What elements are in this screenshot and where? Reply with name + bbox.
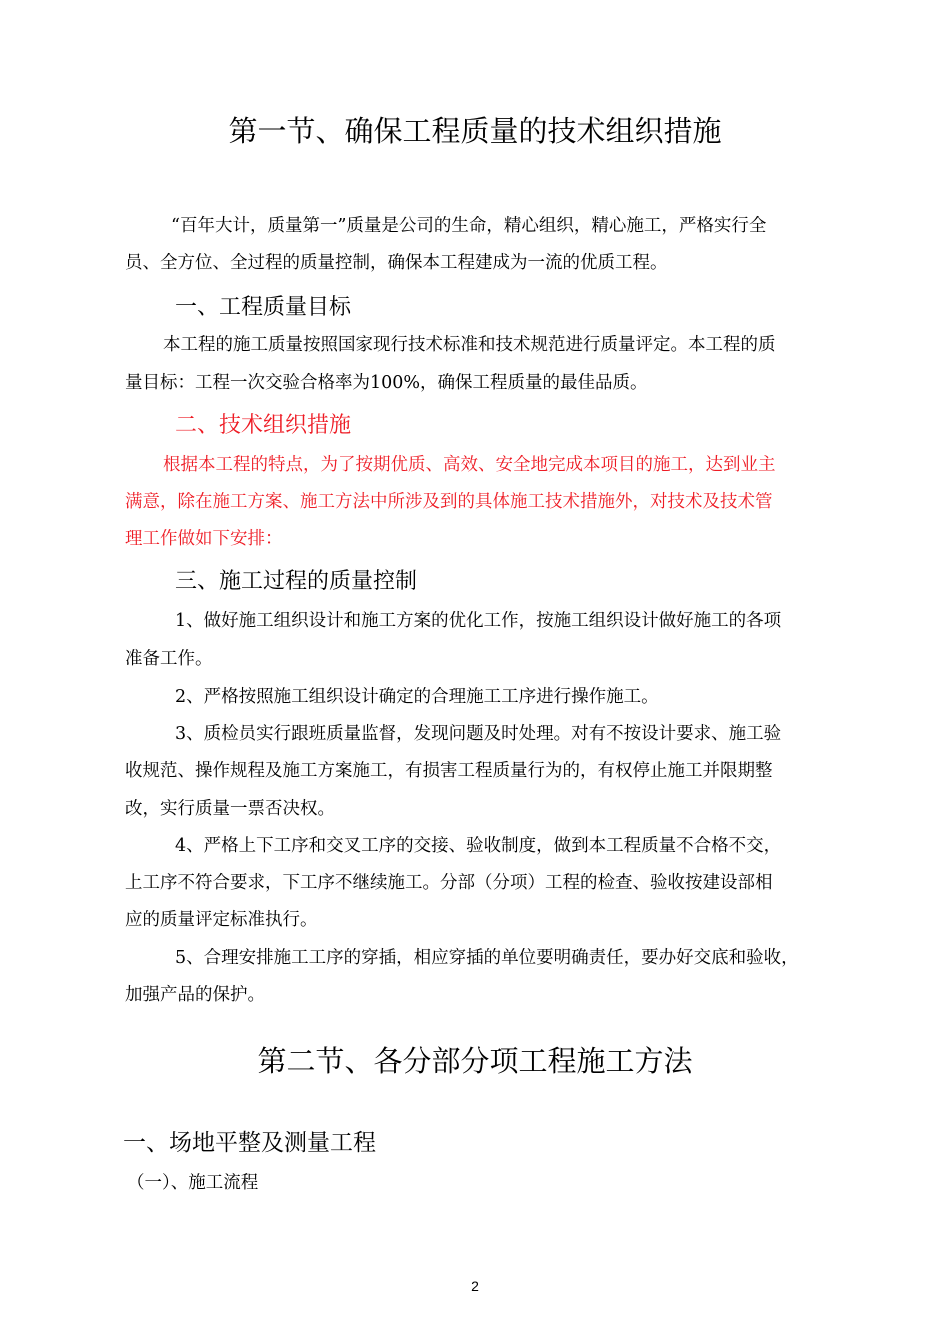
- heading-construction-flow: （一）、施工流程: [127, 1173, 259, 1193]
- item-3-line-3: 改，实行质量一票否决权。: [125, 799, 335, 819]
- item-2-line-1: 2、严格按照施工组织设计确定的合理施工工序进行操作施工。: [175, 687, 659, 707]
- quality-target-line-2: 量目标：工程一次交验合格率为100%，确保工程质量的最佳品质。: [125, 373, 648, 393]
- page-number: 2: [471, 1278, 479, 1294]
- item-4-line-2: 上工序不符合要求，下工序不继续施工。分部（分项）工程的检查、验收按建设部相: [125, 873, 773, 893]
- item-4-line-1: 4、严格上下工序和交叉工序的交接、验收制度，做到本工程质量不合格不交，: [175, 836, 782, 856]
- item-1-line-2: 准备工作。: [125, 649, 213, 669]
- technical-measures-line-1: 根据本工程的特点，为了按期优质、高效、安全地完成本项目的施工，达到业主: [163, 455, 776, 475]
- item-1-line-1: 1、做好施工组织设计和施工方案的优化工作，按施工组织设计做好施工的各项: [175, 611, 782, 631]
- item-4-line-3: 应的质量评定标准执行。: [125, 910, 318, 930]
- heading-process-control: 三、施工过程的质量控制: [175, 569, 418, 594]
- item-5-line-1: 5、合理安排施工工序的穿插，相应穿插的单位要明确责任，要办好交底和验收，: [175, 948, 799, 968]
- item-3-line-1: 3、质检员实行跟班质量监督，发现问题及时处理。对有不按设计要求、施工验: [175, 724, 782, 744]
- section-1-title: 第一节、确保工程质量的技术组织措施: [228, 114, 722, 148]
- technical-measures-line-2: 满意，除在施工方案、施工方法中所涉及到的具体施工技术措施外，对技术及技术管: [125, 492, 773, 512]
- heading-technical-measures: 二、技术组织措施: [175, 413, 352, 438]
- quality-target-line-1: 本工程的施工质量按照国家现行技术标准和技术规范进行质量评定。本工程的质: [163, 335, 776, 355]
- intro-line-1: “百年大计，质量第一”质量是公司的生命，精心组织，精心施工，严格实行全: [171, 216, 767, 236]
- heading-site-leveling: 一、场地平整及测量工程: [123, 1130, 376, 1156]
- technical-measures-line-3: 理工作做如下安排：: [125, 529, 283, 549]
- item-5-line-2: 加强产品的保护。: [125, 985, 265, 1005]
- heading-quality-target: 一、工程质量目标: [175, 295, 352, 320]
- item-3-line-2: 收规范、操作规程及施工方案施工，有损害工程质量行为的，有权停止施工并限期整: [125, 761, 773, 781]
- section-2-title: 第二节、各分部分项工程施工方法: [257, 1044, 693, 1078]
- intro-line-2: 员、全方位、全过程的质量控制，确保本工程建成为一流的优质工程。: [125, 253, 668, 273]
